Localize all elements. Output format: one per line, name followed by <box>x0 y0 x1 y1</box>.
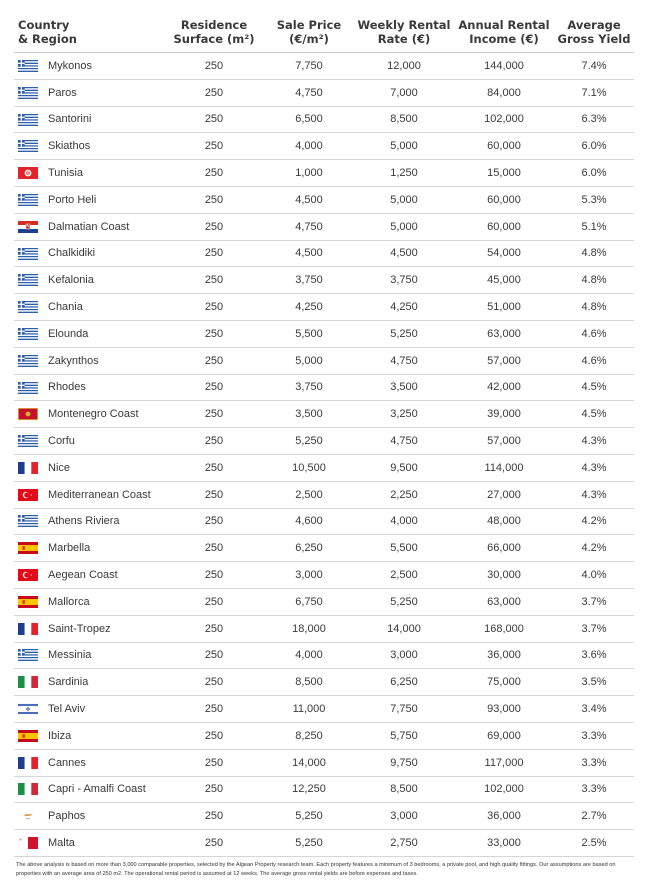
region-name: Chania <box>48 301 83 314</box>
cell-sale-price: 4,500 <box>264 240 354 267</box>
cell-weekly-rate: 1,250 <box>354 160 454 187</box>
cell-region <box>14 320 164 347</box>
region-name: Nice <box>48 461 71 474</box>
cell-gross-yield: 7.4% <box>554 53 634 80</box>
cell-annual-income: 93,000 <box>454 696 554 723</box>
cell-gross-yield: 7.1% <box>554 79 634 106</box>
cell-sale-price: 6,250 <box>264 535 354 562</box>
cell-annual-income: 57,000 <box>454 428 554 455</box>
cell-weekly-rate: 3,500 <box>354 374 454 401</box>
cell-sale-price: 12,250 <box>264 776 354 803</box>
region-name: Cannes <box>48 756 86 769</box>
cell-sale-price: 7,750 <box>264 53 354 80</box>
table-row <box>14 588 634 615</box>
cell-annual-income: 27,000 <box>454 481 554 508</box>
greece-flag-icon <box>18 194 38 206</box>
table-row <box>14 294 634 321</box>
cell-gross-yield: 6.0% <box>554 133 634 160</box>
cell-gross-yield: 2.7% <box>554 803 634 830</box>
cell-annual-income: 45,000 <box>454 267 554 294</box>
table-body <box>14 53 634 857</box>
cell-annual-income: 54,000 <box>454 240 554 267</box>
cell-weekly-rate: 3,000 <box>354 642 454 669</box>
cell-sale-price: 5,500 <box>264 320 354 347</box>
cell-annual-income: 168,000 <box>454 615 554 642</box>
region-name: Paros <box>48 86 77 99</box>
region-name: Kefalonia <box>48 274 94 287</box>
cell-weekly-rate: 9,500 <box>354 454 454 481</box>
cell-sale-price: 3,750 <box>264 267 354 294</box>
cell-annual-income: 75,000 <box>454 669 554 696</box>
spain-flag-icon <box>18 730 38 742</box>
cell-surface: 250 <box>164 803 264 830</box>
france-flag-icon <box>18 757 38 769</box>
greece-flag-icon <box>18 60 38 72</box>
cell-surface: 250 <box>164 53 264 80</box>
table-row <box>14 79 634 106</box>
cell-region <box>14 213 164 240</box>
france-flag-icon <box>18 462 38 474</box>
cell-region <box>14 588 164 615</box>
cell-region <box>14 186 164 213</box>
table-header-row <box>14 14 634 53</box>
croatia-flag-icon <box>18 221 38 233</box>
region-name: Marbella <box>48 542 91 555</box>
cell-annual-income: 60,000 <box>454 186 554 213</box>
cell-annual-income: 33,000 <box>454 830 554 857</box>
cell-gross-yield: 3.3% <box>554 722 634 749</box>
cell-sale-price: 2,500 <box>264 481 354 508</box>
cell-annual-income: 36,000 <box>454 803 554 830</box>
greece-flag-icon <box>18 87 38 99</box>
region-name: Mykonos <box>48 59 93 72</box>
cell-sale-price: 4,750 <box>264 213 354 240</box>
greece-flag-icon <box>18 382 38 394</box>
cell-gross-yield: 3.5% <box>554 669 634 696</box>
cell-surface: 250 <box>164 374 264 401</box>
cell-region <box>14 160 164 187</box>
cell-gross-yield: 4.6% <box>554 320 634 347</box>
cell-weekly-rate: 5,000 <box>354 133 454 160</box>
cell-annual-income: 30,000 <box>454 562 554 589</box>
cell-sale-price: 10,500 <box>264 454 354 481</box>
cell-sale-price: 4,500 <box>264 186 354 213</box>
table-row <box>14 133 634 160</box>
cell-surface: 250 <box>164 294 264 321</box>
cell-surface: 250 <box>164 535 264 562</box>
region-name: Aegean Coast <box>48 569 118 582</box>
malta-flag-icon <box>18 837 38 849</box>
cell-region <box>14 79 164 106</box>
table-row <box>14 669 634 696</box>
cell-region <box>14 535 164 562</box>
cell-surface: 250 <box>164 454 264 481</box>
cell-surface: 250 <box>164 347 264 374</box>
cell-surface: 250 <box>164 106 264 133</box>
cell-region <box>14 133 164 160</box>
cell-surface: 250 <box>164 240 264 267</box>
region-name: Skiathos <box>48 140 91 153</box>
rental-yield-table <box>14 14 634 857</box>
cell-weekly-rate: 4,750 <box>354 347 454 374</box>
turkey-flag-icon <box>18 569 38 581</box>
cell-surface: 250 <box>164 615 264 642</box>
cell-surface: 250 <box>164 669 264 696</box>
italy-flag-icon <box>18 783 38 795</box>
cell-gross-yield: 6.0% <box>554 160 634 187</box>
cell-annual-income: 102,000 <box>454 776 554 803</box>
cell-region <box>14 722 164 749</box>
cell-region <box>14 615 164 642</box>
cell-annual-income: 144,000 <box>454 53 554 80</box>
cell-region <box>14 508 164 535</box>
israel-flag-icon <box>18 703 38 715</box>
region-name: Elounda <box>48 327 89 340</box>
table-row <box>14 213 634 240</box>
cell-annual-income: 66,000 <box>454 535 554 562</box>
cell-region <box>14 106 164 133</box>
region-name: Athens Riviera <box>48 515 120 528</box>
cell-surface: 250 <box>164 186 264 213</box>
cell-surface: 250 <box>164 508 264 535</box>
cell-sale-price: 4,000 <box>264 133 354 160</box>
region-name: Porto Heli <box>48 193 97 206</box>
cell-annual-income: 63,000 <box>454 320 554 347</box>
table-row <box>14 347 634 374</box>
spain-flag-icon <box>18 542 38 554</box>
cell-region <box>14 830 164 857</box>
cell-gross-yield: 6.3% <box>554 106 634 133</box>
cell-weekly-rate: 12,000 <box>354 53 454 80</box>
cell-surface: 250 <box>164 213 264 240</box>
italy-flag-icon <box>18 676 38 688</box>
cell-weekly-rate: 5,250 <box>354 588 454 615</box>
table-row <box>14 696 634 723</box>
cell-weekly-rate: 9,750 <box>354 749 454 776</box>
cell-region <box>14 562 164 589</box>
region-name: Sardinia <box>48 676 89 689</box>
cyprus-flag-icon <box>18 810 38 822</box>
table-row <box>14 562 634 589</box>
table-row <box>14 53 634 80</box>
cell-surface: 250 <box>164 830 264 857</box>
cell-annual-income: 51,000 <box>454 294 554 321</box>
header-surface: Residence Surface (m²) <box>164 14 264 53</box>
header-region: Country & Region <box>14 14 164 53</box>
cell-annual-income: 117,000 <box>454 749 554 776</box>
cell-gross-yield: 3.6% <box>554 642 634 669</box>
table-row <box>14 508 634 535</box>
header-gross-yield: Average Gross Yield <box>554 14 634 53</box>
cell-gross-yield: 4.8% <box>554 240 634 267</box>
cell-gross-yield: 4.5% <box>554 374 634 401</box>
cell-annual-income: 84,000 <box>454 79 554 106</box>
cell-weekly-rate: 3,250 <box>354 401 454 428</box>
cell-region <box>14 481 164 508</box>
cell-sale-price: 11,000 <box>264 696 354 723</box>
cell-surface: 250 <box>164 588 264 615</box>
cell-surface: 250 <box>164 79 264 106</box>
table-row <box>14 106 634 133</box>
region-name: Malta <box>48 837 75 850</box>
cell-sale-price: 5,250 <box>264 428 354 455</box>
cell-weekly-rate: 5,000 <box>354 186 454 213</box>
table-row <box>14 803 634 830</box>
cell-annual-income: 102,000 <box>454 106 554 133</box>
cell-gross-yield: 4.8% <box>554 267 634 294</box>
cell-sale-price: 1,000 <box>264 160 354 187</box>
cell-sale-price: 3,750 <box>264 374 354 401</box>
region-name: Tel Aviv <box>48 703 86 716</box>
cell-gross-yield: 5.3% <box>554 186 634 213</box>
region-name: Dalmatian Coast <box>48 220 130 233</box>
cell-surface: 250 <box>164 133 264 160</box>
table-row <box>14 240 634 267</box>
cell-region <box>14 749 164 776</box>
cell-gross-yield: 3.7% <box>554 588 634 615</box>
cell-weekly-rate: 14,000 <box>354 615 454 642</box>
table-row <box>14 454 634 481</box>
cell-gross-yield: 3.4% <box>554 696 634 723</box>
footnote: The above analysis is based on more than 3,000 comparable properties, selected by the Algean Property research team. Each property features a minimum of 3 bedrooms, a private pool, and high quality fittings. Our assumptions are based on properties with an average area of 250 m2. The operational rental period is assumed at 12 weeks. The average gross rental yields are before expenses and taxes. <box>16 862 616 877</box>
spain-flag-icon <box>18 596 38 608</box>
region-name: Paphos <box>48 810 86 823</box>
cell-gross-yield: 3.3% <box>554 776 634 803</box>
cell-region <box>14 669 164 696</box>
cell-sale-price: 5,000 <box>264 347 354 374</box>
cell-sale-price: 4,750 <box>264 79 354 106</box>
greece-flag-icon <box>18 301 38 313</box>
cell-surface: 250 <box>164 696 264 723</box>
cell-sale-price: 5,250 <box>264 803 354 830</box>
region-name: Ibiza <box>48 729 72 742</box>
cell-gross-yield: 4.5% <box>554 401 634 428</box>
table-row <box>14 642 634 669</box>
cell-surface: 250 <box>164 722 264 749</box>
greece-flag-icon <box>18 328 38 340</box>
greece-flag-icon <box>18 515 38 527</box>
cell-gross-yield: 3.7% <box>554 615 634 642</box>
cell-surface: 250 <box>164 642 264 669</box>
region-name: Corfu <box>48 435 75 448</box>
montenegro-flag-icon <box>18 408 38 420</box>
cell-region <box>14 428 164 455</box>
cell-sale-price: 6,750 <box>264 588 354 615</box>
region-name: Messinia <box>48 649 92 662</box>
region-name: Saint-Tropez <box>48 622 111 635</box>
cell-annual-income: 69,000 <box>454 722 554 749</box>
region-name: Mediterranean Coast <box>48 488 151 501</box>
cell-region <box>14 267 164 294</box>
cell-weekly-rate: 4,250 <box>354 294 454 321</box>
cell-region <box>14 53 164 80</box>
region-name: Tunisia <box>48 167 84 180</box>
cell-annual-income: 36,000 <box>454 642 554 669</box>
greece-flag-icon <box>18 248 38 260</box>
cell-weekly-rate: 2,250 <box>354 481 454 508</box>
cell-weekly-rate: 2,750 <box>354 830 454 857</box>
cell-region <box>14 642 164 669</box>
cell-gross-yield: 3.3% <box>554 749 634 776</box>
cell-weekly-rate: 7,750 <box>354 696 454 723</box>
cell-weekly-rate: 5,500 <box>354 535 454 562</box>
table-row <box>14 428 634 455</box>
region-name: Rhodes <box>48 381 86 394</box>
table-row <box>14 374 634 401</box>
cell-weekly-rate: 6,250 <box>354 669 454 696</box>
cell-region <box>14 776 164 803</box>
cell-gross-yield: 4.6% <box>554 347 634 374</box>
cell-weekly-rate: 7,000 <box>354 79 454 106</box>
cell-weekly-rate: 5,000 <box>354 213 454 240</box>
cell-weekly-rate: 2,500 <box>354 562 454 589</box>
table-row <box>14 401 634 428</box>
cell-annual-income: 60,000 <box>454 133 554 160</box>
table-row <box>14 320 634 347</box>
cell-surface: 250 <box>164 267 264 294</box>
greece-flag-icon <box>18 114 38 126</box>
region-name: Zakynthos <box>48 354 99 367</box>
cell-gross-yield: 4.0% <box>554 562 634 589</box>
cell-gross-yield: 4.2% <box>554 508 634 535</box>
cell-sale-price: 3,500 <box>264 401 354 428</box>
france-flag-icon <box>18 623 38 635</box>
cell-surface: 250 <box>164 776 264 803</box>
cell-gross-yield: 4.3% <box>554 454 634 481</box>
cell-sale-price: 3,000 <box>264 562 354 589</box>
cell-weekly-rate: 4,750 <box>354 428 454 455</box>
region-name: Santorini <box>48 113 92 126</box>
turkey-flag-icon <box>18 489 38 501</box>
cell-gross-yield: 2.5% <box>554 830 634 857</box>
cell-annual-income: 15,000 <box>454 160 554 187</box>
table-row <box>14 776 634 803</box>
greece-flag-icon <box>18 140 38 152</box>
cell-weekly-rate: 4,000 <box>354 508 454 535</box>
cell-weekly-rate: 4,500 <box>354 240 454 267</box>
cell-sale-price: 18,000 <box>264 615 354 642</box>
cell-surface: 250 <box>164 401 264 428</box>
cell-gross-yield: 4.3% <box>554 428 634 455</box>
region-name: Montenegro Coast <box>48 408 139 421</box>
cell-region <box>14 696 164 723</box>
cell-weekly-rate: 8,500 <box>354 106 454 133</box>
table-row <box>14 186 634 213</box>
cell-region <box>14 347 164 374</box>
cell-region <box>14 803 164 830</box>
cell-gross-yield: 4.3% <box>554 481 634 508</box>
cell-region <box>14 374 164 401</box>
cell-sale-price: 6,500 <box>264 106 354 133</box>
cell-weekly-rate: 3,750 <box>354 267 454 294</box>
table-row <box>14 749 634 776</box>
cell-annual-income: 48,000 <box>454 508 554 535</box>
cell-region <box>14 240 164 267</box>
table-row <box>14 160 634 187</box>
greece-flag-icon <box>18 649 38 661</box>
cell-gross-yield: 4.2% <box>554 535 634 562</box>
table-row <box>14 535 634 562</box>
cell-gross-yield: 5.1% <box>554 213 634 240</box>
tunisia-flag-icon <box>18 167 38 179</box>
cell-sale-price: 8,250 <box>264 722 354 749</box>
header-annual-income: Annual Rental Income (€) <box>454 14 554 53</box>
cell-sale-price: 4,000 <box>264 642 354 669</box>
cell-annual-income: 60,000 <box>454 213 554 240</box>
header-weekly-rate: Weekly Rental Rate (€) <box>354 14 454 53</box>
cell-annual-income: 57,000 <box>454 347 554 374</box>
cell-sale-price: 14,000 <box>264 749 354 776</box>
cell-surface: 250 <box>164 160 264 187</box>
cell-gross-yield: 4.8% <box>554 294 634 321</box>
cell-annual-income: 39,000 <box>454 401 554 428</box>
greece-flag-icon <box>18 435 38 447</box>
cell-weekly-rate: 5,250 <box>354 320 454 347</box>
region-name: Capri - Amalfi Coast <box>48 783 146 796</box>
table-row <box>14 615 634 642</box>
cell-weekly-rate: 8,500 <box>354 776 454 803</box>
region-name: Chalkidiki <box>48 247 96 260</box>
region-name: Mallorca <box>48 595 90 608</box>
table-row <box>14 830 634 857</box>
table-row <box>14 481 634 508</box>
cell-sale-price: 8,500 <box>264 669 354 696</box>
cell-sale-price: 4,600 <box>264 508 354 535</box>
cell-region <box>14 454 164 481</box>
cell-surface: 250 <box>164 320 264 347</box>
header-sale-price: Sale Price (€/m²) <box>264 14 354 53</box>
cell-surface: 250 <box>164 562 264 589</box>
cell-surface: 250 <box>164 749 264 776</box>
cell-annual-income: 42,000 <box>454 374 554 401</box>
cell-weekly-rate: 5,750 <box>354 722 454 749</box>
table-row <box>14 267 634 294</box>
greece-flag-icon <box>18 274 38 286</box>
cell-annual-income: 114,000 <box>454 454 554 481</box>
cell-surface: 250 <box>164 481 264 508</box>
table-row <box>14 722 634 749</box>
cell-sale-price: 5,250 <box>264 830 354 857</box>
cell-annual-income: 63,000 <box>454 588 554 615</box>
cell-sale-price: 4,250 <box>264 294 354 321</box>
greece-flag-icon <box>18 355 38 367</box>
cell-region <box>14 294 164 321</box>
cell-weekly-rate: 3,000 <box>354 803 454 830</box>
cell-surface: 250 <box>164 428 264 455</box>
cell-region <box>14 401 164 428</box>
